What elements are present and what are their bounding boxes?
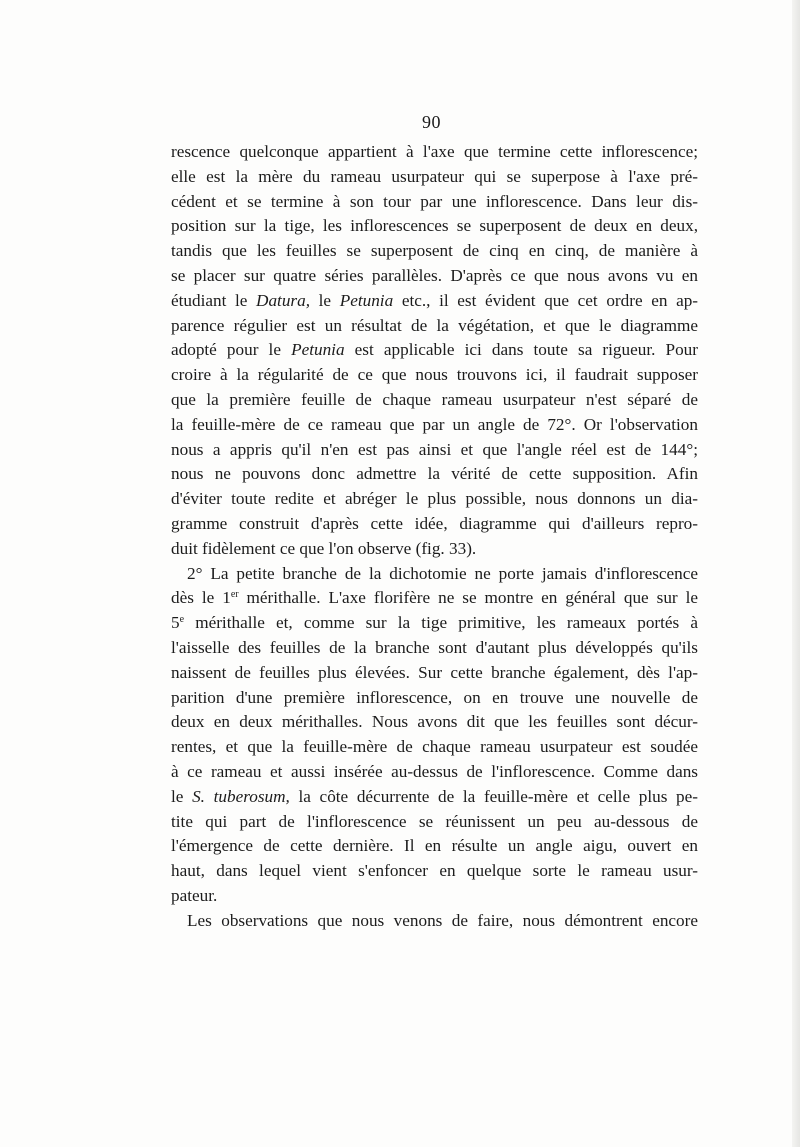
italic-term: S. tuberosum, [192, 786, 290, 806]
text-line: parition d'une première inflorescence, on en trouve une nouvelle de [171, 687, 698, 707]
text-line: gramme construit d'après cette idée, diagramme qui d'ailleurs repro- [171, 513, 698, 533]
italic-term: Datura, [256, 290, 311, 310]
text-line: l'émergence de cette dernière. Il en résulte un angle aigu, ouvert en [171, 836, 698, 856]
text-line: à ce rameau et aussi insérée au-dessus de l'inflorescence. Comme dans [171, 761, 698, 781]
text-line: haut, dans lequel vient s'enfoncer en quelque sorte le rameau usur- [171, 861, 698, 881]
superscript: e [179, 614, 185, 626]
text-line: nous a appris qu'il n'en est pas ainsi et que l'angle réel est de 144°; [171, 439, 698, 459]
text-line: cédent et se termine à son tour par une inflorescence. Dans leur dis- [171, 191, 698, 211]
text-line: que la première feuille de chaque rameau usurpateur n'est séparé de [171, 389, 698, 409]
text-line: le S. tuberosum, la côte décurrente de la feuille-mère et celle plus pe- [171, 786, 698, 806]
text-line: 5e mérithalle et, comme sur la tige primitive, les rameaux portés à [171, 613, 699, 633]
superscript: er [230, 589, 239, 601]
text-line: parence régulier est un résultat de la végétation, et que le diagramme [171, 315, 698, 335]
text-line: Les observations que nous venons de faire, nous démontrent encore [187, 910, 698, 930]
text-line: nous ne pouvons donc admettre la vérité de cette supposition. Afin [171, 464, 698, 484]
text-line: pateur. [171, 885, 218, 905]
text-line: duit fidèlement ce que l'on observe (fig. 33). [171, 538, 477, 558]
text-line: tite qui part de l'inflorescence se réunissent un peu au-dessous de [171, 811, 698, 831]
page-edge-shadow [792, 0, 800, 1147]
text-line: naissent de feuilles plus élevées. Sur cette branche également, dès l'ap- [171, 662, 698, 682]
text-line: rescence quelconque appartient à l'axe que termine cette inflorescence; [171, 142, 698, 161]
text-line: rentes, et que la feuille-mère de chaque rameau usurpateur est soudée [171, 737, 698, 757]
text-line: croire à la régularité de ce que nous trouvons ici, il faudrait supposer [171, 365, 698, 385]
page-number: 90 [422, 112, 441, 132]
text-line: d'éviter toute redite et abréger le plus possible, nous donnons un dia- [171, 489, 698, 509]
body-text [171, 140, 698, 934]
text-line: dès le 1er mérithalle. L'axe florifère ne se montre en général que sur le [171, 588, 698, 608]
text-line: se placer sur quatre séries parallèles. D'après ce que nous avons vu en [171, 265, 698, 285]
text-line: deux en deux mérithalles. Nous avons dit que les feuilles sont décur- [171, 712, 698, 732]
text-line: elle est la mère du rameau usurpateur qui se superpose à l'axe pré- [171, 166, 698, 186]
text-line: la feuille-mère de ce rameau que par un angle de 72°. Or l'observation [171, 414, 698, 434]
text-line: adopté pour le Petunia est applicable ici dans toute sa rigueur. Pour [171, 340, 698, 360]
italic-term: Petunia [291, 340, 345, 360]
text-line: étudiant le Datura, le Petunia etc., il est évident que cet ordre en ap- [171, 290, 699, 310]
italic-term: Petunia [339, 290, 394, 310]
text-line: l'aisselle des feuilles de la branche sont d'autant plus développés qu'ils [171, 637, 698, 657]
text-line: 2° La petite branche de la dichotomie ne porte jamais d'inflorescence [187, 563, 698, 583]
text-line: position sur la tige, les inflorescences se superposent de deux en deux, [171, 216, 698, 236]
text-line: tandis que les feuilles se superposent de cinq en cinq, de manière à [171, 241, 698, 261]
